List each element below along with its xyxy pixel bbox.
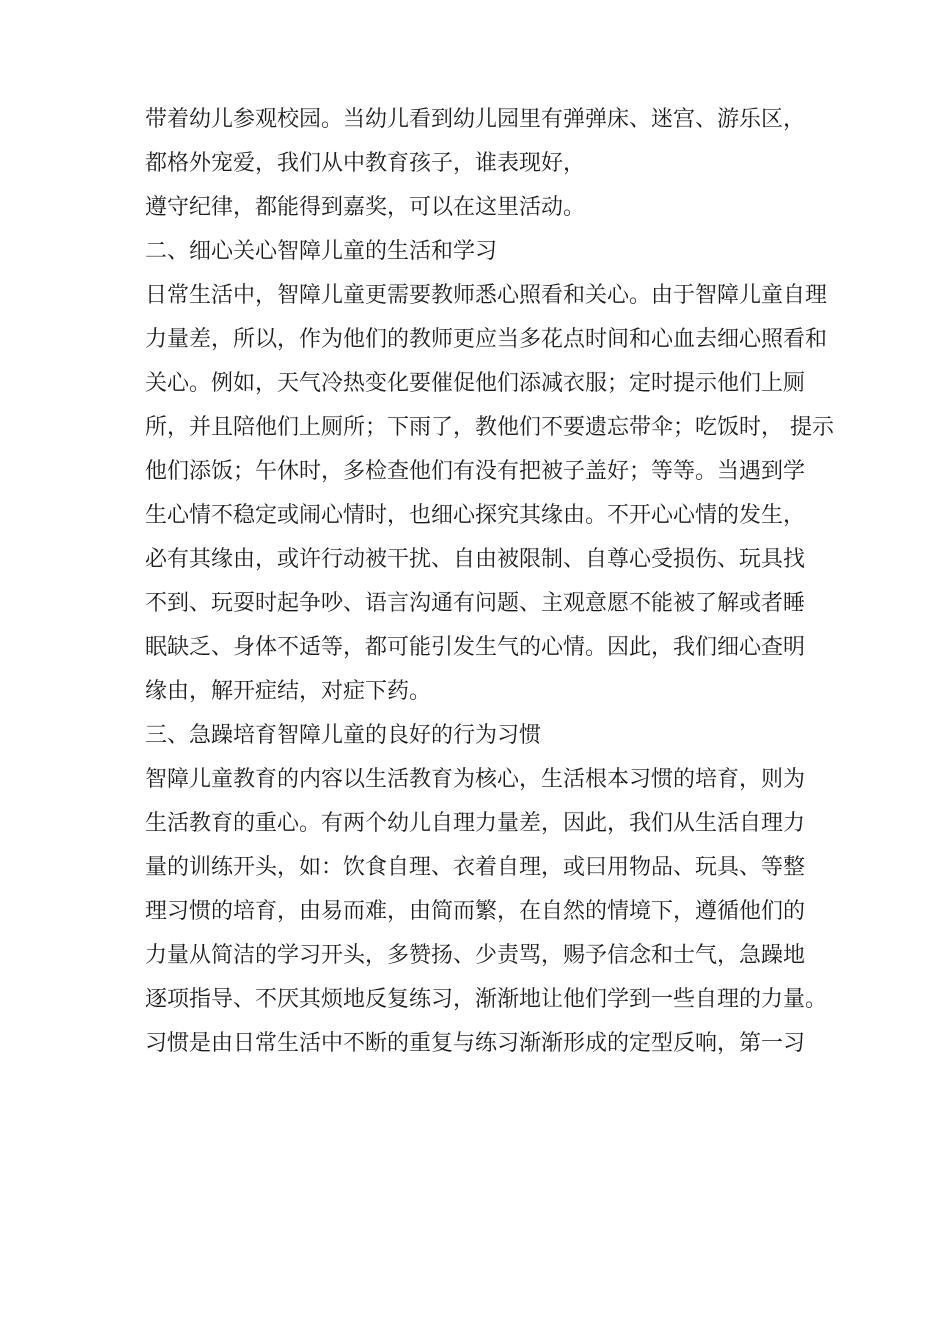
text-line-20: 力量从简洁的学习开头，多赞扬、少责骂，赐予信念和士气，急躁地 (145, 943, 806, 968)
text-line-17: 生活教育的重心。有两个幼儿自理力量差，因此，我们从生活自理力 (145, 811, 806, 836)
text-line-18: 量的训练开头，如：饮食自理、衣着自理，或曰用物品、玩具、等整 (145, 855, 806, 880)
text-line-22: 习惯是由日常生活中不断的重复与练习渐渐形成的定型反响，第一习 (145, 1031, 806, 1056)
text-line-7: 关心。例如，天气冷热变化要催促他们添减衣服；定时提示他们上厕 (145, 371, 806, 396)
text-line-13: 眠缺乏、身体不适等，都可能引发生气的心情。因此，我们细心查明 (145, 635, 806, 660)
text-line-2: 都格外宠爱，我们从中教育孩子，谁表现好， (145, 151, 586, 176)
text-line-5: 日常生活中，智障儿童更需要教师悉心照看和关心。由于智障儿童自理 (145, 283, 828, 308)
section-heading-2: 二、细心关心智障儿童的生活和学习 (145, 239, 498, 264)
text-line-21: 逐项指导、不厌其烦地反复练习，渐渐地让他们学到一些自理的力量。 (145, 987, 828, 1012)
text-line-1: 带着幼儿参观校园。当幼儿看到幼儿园里有弹弹床、迷宫、游乐区， (145, 107, 806, 132)
text-line-14: 缘由，解开症结，对症下药。 (145, 679, 432, 704)
text-line-3: 遵守纪律，都能得到嘉奖，可以在这里活动。 (145, 195, 586, 220)
text-line-9: 他们添饭；午休时，多检查他们有没有把被子盖好；等等。当遇到学 (145, 459, 806, 484)
text-line-8: 所，并且陪他们上厕所；下雨了，教他们不要遗忘带伞；吃饭时， 提示 (145, 415, 834, 440)
text-line-16: 智障儿童教育的内容以生活教育为核心，生活根本习惯的培育，则为 (145, 767, 806, 792)
text-line-11: 必有其缘由，或许行动被干扰、自由被限制、自尊心受损伤、玩具找 (145, 547, 806, 572)
text-line-19: 理习惯的培育，由易而难，由简而繁，在自然的情境下，遵循他们的 (145, 899, 806, 924)
section-heading-3: 三、急躁培育智障儿童的良好的行为习惯 (145, 723, 542, 748)
text-line-12: 不到、玩耍时起争吵、语言沟通有问题、主观意愿不能被了解或者睡 (145, 591, 806, 616)
text-line-6: 力量差，所以，作为他们的教师更应当多花点时间和心血去细心照看和 (145, 327, 828, 352)
text-line-10: 生心情不稳定或闹心情时，也细心探究其缘由。不开心心情的发生， (145, 503, 806, 528)
